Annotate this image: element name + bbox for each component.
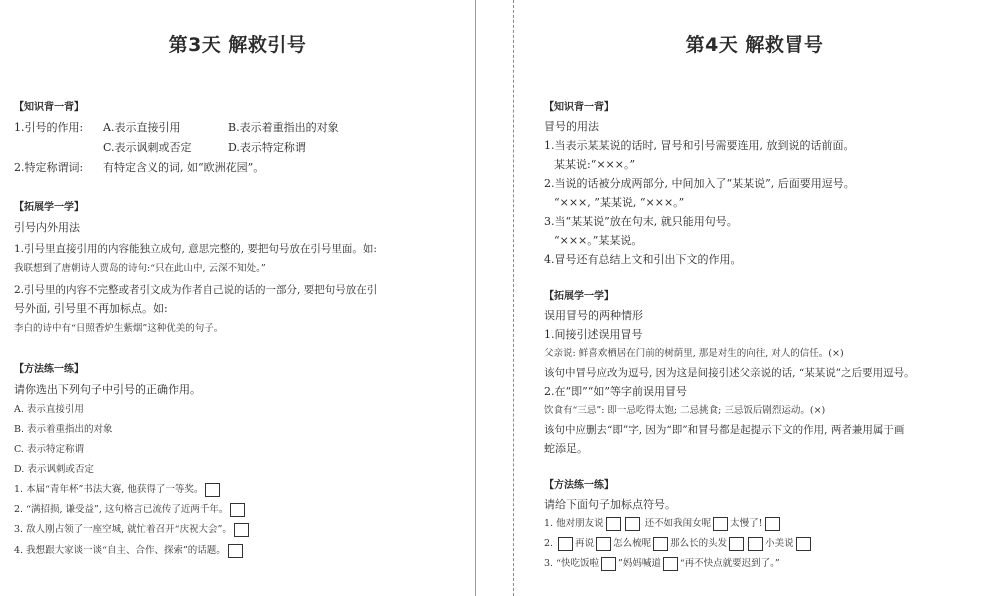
explanation: 蛇添足。 <box>544 442 588 455</box>
answer-box[interactable] <box>228 544 243 558</box>
page-title: 第4天 解救冒号 <box>685 34 824 56</box>
case-title: 1.间接引述误用冒号 <box>544 328 643 341</box>
page-edge-left <box>475 0 476 596</box>
answer-box[interactable] <box>765 517 780 531</box>
question-row <box>544 556 780 572</box>
section-subtitle: 引号内外用法 <box>14 221 80 234</box>
answer-box[interactable] <box>748 537 763 551</box>
answer-box[interactable] <box>606 517 621 531</box>
section-heading: 【方法练一练】 <box>544 480 614 491</box>
option-b: B.表示着重指出的对象 <box>228 121 339 134</box>
example-sentence: 李白的诗中有“日照香炉生紫烟”这种优美的句子。 <box>14 323 224 334</box>
question-fragment: 怎么梳呢 <box>613 538 652 549</box>
question-row <box>14 482 222 498</box>
rule-line: 1.当表示某某说的话时, 冒号和引号需要连用, 放到说的话前面。 <box>544 139 855 152</box>
section-subtitle: 冒号的用法 <box>544 120 599 133</box>
knowledge-item-text: 有特定含义的词, 如“欧洲花园”。 <box>103 161 265 174</box>
question-number: 1. <box>544 518 554 529</box>
question-row <box>544 536 813 552</box>
instruction: 请你选出下列句子中引号的正确作用。 <box>14 383 201 396</box>
section-heading: 【拓展学一学】 <box>14 202 84 213</box>
paragraph-line: 1.引号里直接引用的内容能独立成句, 意思完整的, 要把句号放在引号里面。如: <box>14 243 377 255</box>
question-row <box>14 502 247 518</box>
case-title: 2.在“即”“如”等字前误用冒号 <box>544 385 687 398</box>
option-item: C. 表示特定称谓 <box>14 444 84 455</box>
page-title: 第3天 解救引号 <box>168 34 307 56</box>
answer-box[interactable] <box>796 537 811 551</box>
section-heading: 【拓展学一学】 <box>544 291 614 302</box>
question-row <box>14 543 245 559</box>
question-fragment: “快吃饭啦 <box>556 558 599 569</box>
question-fragment: 太慢了! <box>730 518 763 529</box>
answer-box[interactable] <box>234 523 249 537</box>
rule-example: “×××, ”某某说, “×××。” <box>554 196 685 209</box>
paragraph-line: 号外面, 引号里不再加标点。如: <box>14 302 168 315</box>
left-page <box>0 0 475 596</box>
section-heading: 【知识背一背】 <box>544 102 614 113</box>
answer-box[interactable] <box>230 503 245 517</box>
question-row <box>14 522 251 538</box>
option-d: D.表示特定称谓 <box>228 141 306 154</box>
answer-box[interactable] <box>596 537 611 551</box>
question-text: 3. 敌人刚占领了一座空城, 就忙着召开“庆祝大会”。 <box>14 524 232 535</box>
answer-box[interactable] <box>663 557 678 571</box>
option-item: B. 表示着重指出的对象 <box>14 424 113 435</box>
option-item: A. 表示直接引用 <box>14 404 84 415</box>
knowledge-item-label: 1.引号的作用: <box>14 121 84 134</box>
section-heading: 【方法练一练】 <box>14 364 84 375</box>
paragraph-line: 2.引号里的内容不完整或者引文成为作者自己说的话的一部分, 要把句号放在引 <box>14 284 378 296</box>
question-number: 3. <box>544 558 554 569</box>
rule-line: 3.当“某某说”放在句末, 就只能用句号。 <box>544 215 738 228</box>
question-row <box>544 516 782 532</box>
answer-box[interactable] <box>601 557 616 571</box>
knowledge-item-label: 2.特定称谓词: <box>14 161 84 174</box>
section-heading: 【知识背一背】 <box>14 102 84 113</box>
example-sentence: 父亲说: 鲜喜欢栖居在门前的树荫里, 那是对生的向往, 对人的信任。(×) <box>544 348 844 359</box>
example-sentence: 饮食有“三忌”: 即一忌吃得太饱; 二忌挑食; 三忌饭后剧烈运动。(×) <box>544 405 826 416</box>
rule-line: 2.当说的话被分成两部分, 中间加入了“某某说”, 后面要用逗号。 <box>544 177 855 190</box>
question-text: 1. 本届“青年杯”书法大赛, 他获得了一等奖。 <box>14 484 204 495</box>
option-item: D. 表示讽刺或否定 <box>14 464 94 475</box>
question-text: 4. 我想跟大家谈一谈“自主、合作、探索”的话题。 <box>14 545 226 556</box>
answer-box[interactable] <box>729 537 744 551</box>
explanation: 该句中冒号应改为逗号, 因为这是间接引述父亲说的话, “某某说”之后要用逗号。 <box>544 367 915 379</box>
answer-box[interactable] <box>653 537 668 551</box>
question-text: 2. “满招损, 谦受益”, 这句格言已流传了近两千年。 <box>14 504 229 515</box>
rule-example: 某某说:“×××。” <box>554 158 636 171</box>
question-fragment: ”妈妈喊道 <box>617 558 661 569</box>
rule-line: 4.冒号还有总结上文和引出下文的作用。 <box>544 253 742 266</box>
example-sentence: 我联想到了唐朝诗人贾岛的诗句:“只在此山中, 云深不知处。” <box>14 263 266 274</box>
explanation: 该句中应删去“即”字, 因为“即”和冒号都是起提示下文的作用, 两者兼用属于画 <box>544 424 905 436</box>
rule-example: “×××。”某某说。 <box>554 234 643 247</box>
question-number: 2. <box>544 538 554 549</box>
option-a: A.表示直接引用 <box>103 121 181 134</box>
right-page <box>514 0 995 596</box>
question-fragment: 小美说 <box>765 538 794 549</box>
question-fragment: 再说 <box>575 538 595 549</box>
answer-box[interactable] <box>625 517 640 531</box>
section-subtitle: 误用冒号的两种情形 <box>544 309 643 322</box>
question-fragment: 他对朋友说 <box>556 518 604 529</box>
answer-box[interactable] <box>205 483 220 497</box>
question-fragment: 那么长的头发 <box>670 538 728 549</box>
question-fragment: “再不快点就要迟到了。” <box>679 558 780 569</box>
answer-box[interactable] <box>558 537 573 551</box>
question-fragment: 还不如我闺女呢 <box>644 518 712 529</box>
option-c: C.表示讽刺或否定 <box>103 141 192 154</box>
answer-box[interactable] <box>713 517 728 531</box>
instruction: 请给下面句子加标点符号。 <box>544 498 676 511</box>
